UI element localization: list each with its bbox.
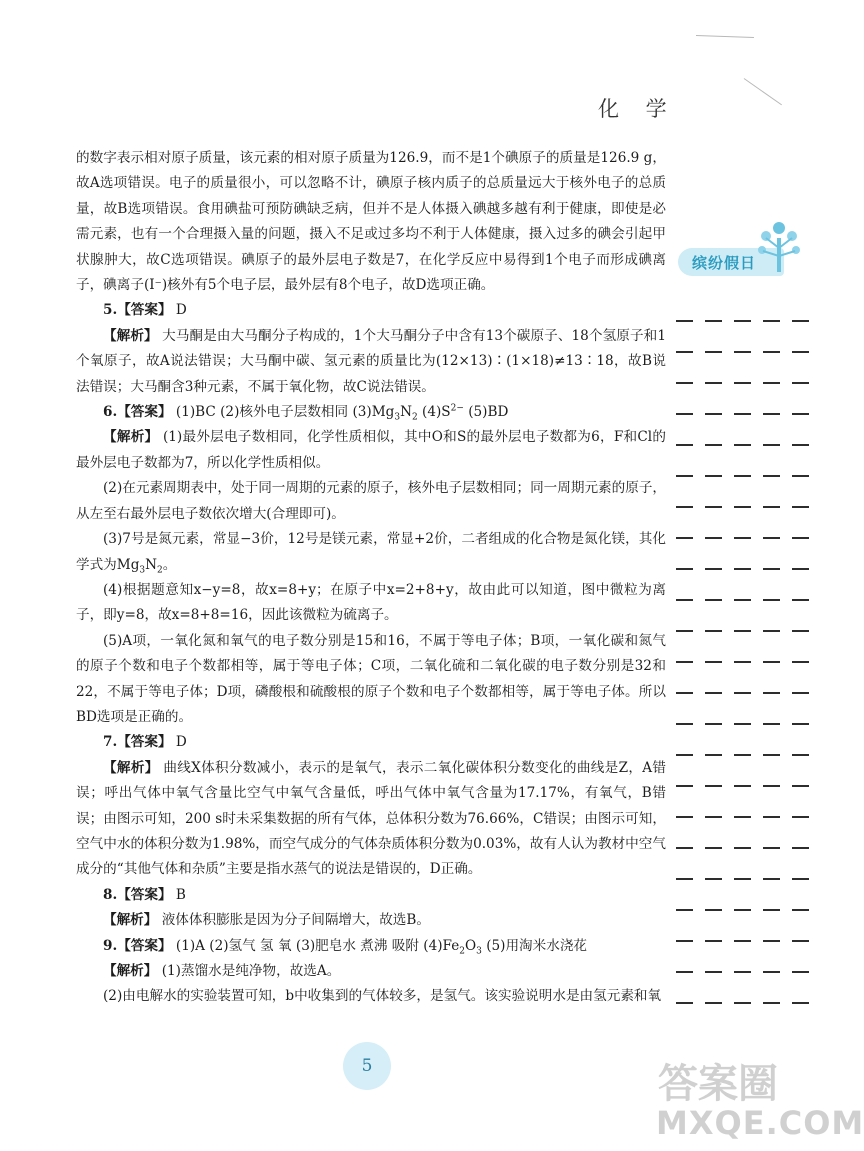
note-line [676,757,816,788]
answer-line [76,400,666,425]
answer-value: D [171,302,187,319]
answer-tag: 8.【答案】 [103,886,172,903]
note-line [676,695,816,726]
watermark [656,1052,864,1148]
note-line [676,447,816,478]
explanation-tag: 【解析】 [103,429,159,446]
answer-value: O [464,937,477,954]
answer-value: (5)用淘米水浇花 [481,937,588,954]
note-line [676,726,816,757]
answer-value: (1)A (2)氢气 氢 氧 (3)肥皂水 煮沸 吸附 (4)Fe [171,937,460,954]
superscript: 2− [450,403,464,414]
explanation: (2)在元素周期表中，处于同一周期的元素的原子，核外电子层数相同；同一周期元素的原子，从左至右最外层电子数依次增大(合理即可)。 [76,480,667,522]
explanation-text: 大马酮是由大马酮分子构成的，1个大马酮分子中含有13个碳原子、18个氢原子和1个氧原子，故A说法错误；大马酮中碳、氢元素的质量比为(12×13)∶(1×18)≠13∶18，故B说法错误；大马酮含3种元素，不属于氧化物，故C说法错误。 [76,327,666,395]
note-line [676,509,816,540]
explanation [76,908,666,933]
note-line [676,788,816,819]
explanation [76,425,666,476]
subject-title: 化 学 [598,97,677,121]
note-line [676,850,816,881]
explanation-tag: 【解析】 [103,327,158,344]
explanation [76,527,666,578]
explanation-text: (3)7号是氮元素，常显−3价，12号是镁元素，常显+2价，二者组成的化合物是氮化镁，其化学式为Mg [76,531,666,573]
answer-value: (4)S [417,404,451,421]
note-line [676,881,816,912]
explanation-tag: 【解析】 [103,963,158,979]
note-line [676,540,816,571]
answer-line [76,883,666,908]
answer-line [76,934,666,959]
watermark-line: MXQE.COM [656,1104,864,1142]
explanation-text: (1)最外层电子数相同，化学性质相似，其中O和S的最外层电子数都为6，F和Cl的最外层电子数都为7，所以化学性质相似。 [76,429,666,471]
note-line [676,974,816,1005]
answer-value: D [171,734,187,751]
explanation-tag: 【解析】 [103,912,158,929]
answer-tag: 6.【答案】 [103,404,172,421]
note-line [676,819,816,850]
subscript: 2 [459,946,465,957]
watermark-line: 答案圈 [658,1061,778,1107]
explanation: (2)由电解水的实验装置可知，b中收集到的气体较多，是氢气。该实验说明水是由氢元素和氧 [103,988,662,1005]
answer-value: (5)BD [463,404,509,421]
subscript: 2 [411,412,418,423]
explanation-text: 。 [162,556,177,573]
answer-tag: 7.【答案】 [103,734,172,751]
explanation: (5)A项，一氧化氮和氧气的电子数分别是15和16，不属于等电子体；B项，一氧化碳和氮气的原子个数和电子个数都相等，属于等电子体；C项，二氧化硫和二氧化碳的电子数分别是32和22，不属于等电子体；D项，磷酸根和硫酸根的原子个数和电子个数都相等，属于等电子体。所以BD选项是正确的。 [76,632,666,725]
note-line [676,354,816,385]
answer-tag: 5.【答案】 [103,302,172,319]
answer-value: B [171,886,186,903]
note-line [676,602,816,633]
explanation-text: 曲线X体积分数减小，表示的是氧气，表示二氧化碳体积分数变化的曲线是Z，A错误；呼出气体中氧气含量比空气中氧气含量低，呼出气体中氧气含量为17.17%，有氧气，B错误；由图示可知，200 s时未采集数据的所有气体，总体积分数为76.66%，C错误；由图示可知，空气中水的体积分数为1.98%，而空气成分的气体杂质体积分数为0.03%，故有人认为教材中空气成分的“其他气体和杂质”主要是指水蒸气的说法是错误的，D正确。 [76,759,667,878]
answer-value: (1)BC (2)核外电子层数相同 (3)Mg [171,404,395,421]
note-line [676,664,816,695]
explanation-text: N [145,556,158,573]
explanation [76,959,666,984]
answer-value: N [400,404,412,421]
corner-decoration-line [744,78,782,105]
answer-line [76,298,666,323]
badge-label: 缤纷假日 [692,254,757,272]
explanation-text: 液体体积膨胀是因为分子间隔增大，故选B。 [157,912,430,929]
subscript: 3 [394,412,401,423]
page-number: 5 [343,1042,391,1090]
subscript: 2 [157,565,163,576]
corner-decoration-line [696,35,754,38]
note-line [676,385,816,416]
note-line [676,571,816,602]
explanation-text: (1)蒸馏水是纯净物，故选A。 [157,963,341,979]
note-line [676,633,816,664]
note-line [676,323,816,354]
subscript: 3 [476,946,482,957]
answer-line [76,730,666,755]
note-line [676,416,816,447]
note-line [676,943,816,974]
note-line [676,912,816,943]
note-line [676,478,816,509]
explanation [76,756,666,883]
answer-tag: 9.【答案】 [103,937,172,954]
note-line [676,292,816,323]
explanation [76,324,666,400]
tree-icon [754,214,804,274]
subscript: 3 [139,565,146,576]
explanation-tag: 【解析】 [103,759,159,776]
paragraph: 的数字表示相对原子质量，该元素的相对原子质量为126.9，而不是1个碘原子的质量是126.9 g，故A选项错误。电子的质量很小，可以忽略不计，碘原子核内质子的总质量远大于核外电子的总质量，故B选项错误。食用碘盐可预防碘缺乏病，但并不是人体摄入碘越多越有利于健康，即使是必需元素，也有一个合理摄入量的问题，摄入不足或过多均不利于人体健康，摄入过多的碘会引起甲状腺肿大，故C选项错误。碘原子的最外层电子数是7，在化学反应中易得到1个电子而形成碘离子，碘离子(I⁻)核外有5个电子层，最外层有8个电子，故D选项正确。 [76,150,666,294]
notes-area [676,292,816,1005]
explanation: (4)根据题意知x−y=8，故x=8+y；在原子中x=2+8+y，故由此可以知道，图中微粒为离子，即y=8，故x=8+8=16，因此该微粒为硫离子。 [76,581,666,624]
answer-content [76,146,666,1010]
